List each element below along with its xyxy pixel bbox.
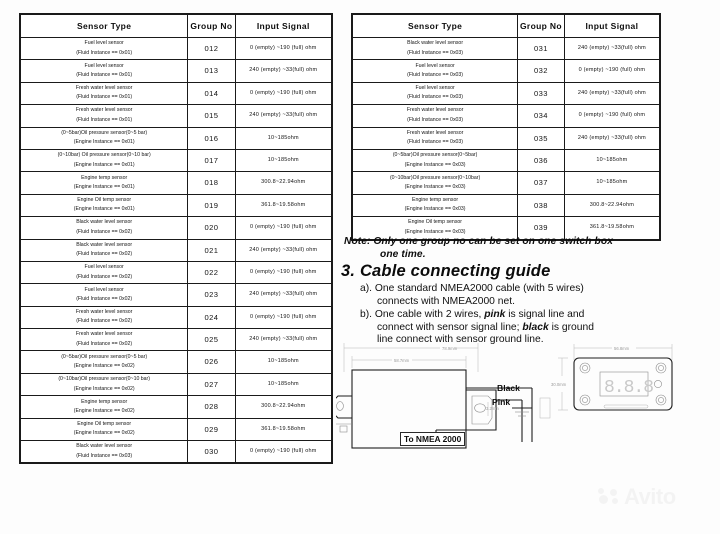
column-header-group-no: Group No: [188, 15, 235, 38]
sensor-type-line-2: (Engine Instance == 0x02): [73, 407, 135, 414]
sensor-type-line-2: (Engine Instance == 0x03): [404, 161, 466, 168]
cell-input-signal: 10~185ohm: [564, 149, 659, 171]
sensor-type-line-1: Fuel level sensor: [84, 40, 124, 47]
cell-group-no: 022: [188, 261, 235, 283]
cell-group-no: 019: [188, 194, 235, 216]
guide-item-a: [360, 283, 680, 308]
cell-input-signal: 300.8~22.94ohm: [564, 194, 659, 216]
display-panel: [551, 344, 672, 410]
sensor-type-line-2: (Fluid Instance == 0x01): [76, 94, 133, 101]
table-row: [21, 418, 332, 440]
cell-input-signal: 240 (empty) ~33(full) ohm: [235, 105, 331, 127]
cell-sensor-type: [21, 149, 188, 171]
table-row: [353, 82, 660, 104]
sensor-type-line-2: (Fluid Instance == 0x03): [76, 452, 133, 459]
sensor-type-line-1: Fuel level sensor: [415, 62, 455, 69]
sensor-type-line-1: Fresh water level sensor: [75, 107, 133, 114]
sensor-type-line-2: (Engine Instance == 0x01): [73, 184, 135, 191]
cell-group-no: 029: [188, 418, 235, 440]
table-row: [21, 194, 332, 216]
sensor-type-line-2: (Fluid Instance == 0x01): [76, 116, 133, 123]
note-block: [344, 236, 684, 261]
cell-sensor-type: [21, 194, 188, 216]
note-line-2: one time.: [380, 248, 426, 260]
table-row: [21, 306, 332, 328]
sensor-symbol: [512, 398, 550, 418]
svg-text:8.8.8: 8.8.8: [604, 378, 654, 398]
cell-sensor-type: [21, 284, 188, 306]
cell-sensor-type: [353, 60, 518, 82]
sensor-type-line-1: Engine temp sensor: [412, 197, 459, 204]
sensor-type-line-2: (Fluid Instance == 0x02): [76, 251, 133, 258]
column-header-input-signal: Input Signal: [235, 15, 331, 38]
label-black-wire: Black: [497, 383, 520, 393]
table-row: [21, 373, 332, 395]
table-row: [21, 149, 332, 171]
cell-input-signal: 240 (empty) ~33(full) ohm: [235, 284, 331, 306]
sensor-type-line-2: (Fluid Instance == 0x03): [407, 49, 464, 56]
sensor-type-line-2: (Fluid Instance == 0x03): [407, 116, 464, 123]
sensor-type-line-2: (Fluid Instance == 0x03): [407, 72, 464, 79]
right-connector-bracket: [466, 390, 499, 430]
sensor-type-line-1: Engine Oil temp sensor: [408, 219, 463, 226]
sensor-type-line-1: Engine Oil temp sensor: [77, 197, 132, 204]
table-row: [21, 284, 332, 306]
diagram-svg: [336, 338, 692, 472]
cell-group-no: 013: [188, 60, 235, 82]
cell-sensor-type: [21, 418, 188, 440]
cell-group-no: 039: [518, 217, 565, 239]
svg-text:58.7mm: 58.7mm: [394, 358, 410, 363]
cell-input-signal: 10~185ohm: [235, 351, 331, 373]
table-row: [353, 149, 660, 171]
status-led: [654, 380, 661, 387]
cell-sensor-type: [21, 105, 188, 127]
cell-group-no: 031: [518, 38, 565, 60]
cell-group-no: 024: [188, 306, 235, 328]
sensor-type-line-2: (Engine Instance == 0x03): [404, 206, 466, 213]
cell-group-no: 025: [188, 329, 235, 351]
sensor-type-line-1: (0~10bar)Oil pressure sensor(0~10bar): [389, 174, 481, 181]
cell-group-no: 023: [188, 284, 235, 306]
table-row: [21, 105, 332, 127]
sensor-type-line-1: Fresh water level sensor: [75, 308, 133, 315]
cell-sensor-type: [21, 38, 188, 60]
section-heading-cable-guide: 3. Cable connecting guide: [341, 262, 551, 280]
table-row: [353, 194, 660, 216]
table-row: [21, 329, 332, 351]
cell-group-no: 017: [188, 149, 235, 171]
cell-input-signal: 10~185ohm: [235, 127, 331, 149]
sensor-type-line-1: Black water level sensor: [76, 241, 133, 248]
cell-sensor-type: [353, 82, 518, 104]
column-header-sensor-type: Sensor Type: [21, 15, 188, 38]
cell-sensor-type: [21, 351, 188, 373]
sensor-type-line-1: Fuel level sensor: [84, 62, 124, 69]
table-row: [21, 396, 332, 418]
sensor-type-line-2: (Fluid Instance == 0x03): [407, 139, 464, 146]
seven-segment-digits: [604, 378, 653, 398]
cell-sensor-type: [21, 127, 188, 149]
cell-input-signal: 240 (empty) ~33(full) ohm: [564, 82, 659, 104]
cell-group-no: 034: [518, 105, 565, 127]
table-row: [21, 441, 332, 463]
sensor-type-line-2: (Engine Instance == 0x02): [73, 385, 135, 392]
sensor-type-line-2: (Fluid Instance == 0x02): [76, 273, 133, 280]
cell-group-no: 038: [518, 194, 565, 216]
cell-group-no: 027: [188, 373, 235, 395]
cell-sensor-type: [21, 441, 188, 463]
cell-group-no: 015: [188, 105, 235, 127]
cell-sensor-type: [21, 396, 188, 418]
sensor-group-table-right: [352, 14, 660, 240]
table-row: [21, 239, 332, 261]
sensor-type-line-1: (0~5bar)Oil pressure sensor(0~5 bar): [61, 129, 148, 136]
cell-input-signal: 10~185ohm: [235, 373, 331, 395]
cell-sensor-type: [21, 239, 188, 261]
cell-input-signal: 361.8~19.58ohm: [235, 194, 331, 216]
watermark-text: Avito: [624, 484, 676, 509]
guide-item-b-line3: line connect with sensor ground line.: [377, 334, 544, 346]
cell-input-signal: 240 (empty) ~33(full) ohm: [235, 60, 331, 82]
guide-item-b-line2-post: is ground: [548, 321, 594, 333]
cell-input-signal: 300.8~22.94ohm: [235, 396, 331, 418]
sensor-type-line-2: (Engine Instance == 0x01): [73, 206, 135, 213]
cell-sensor-type: [353, 172, 518, 194]
column-header-group-no: Group No: [518, 15, 565, 38]
cell-input-signal: 0 (empty) ~190 (full) ohm: [235, 82, 331, 104]
dimension-overall: [344, 343, 478, 372]
cell-sensor-type: [21, 217, 188, 239]
cell-sensor-type: [21, 329, 188, 351]
cell-sensor-type: [353, 105, 518, 127]
table-row: [353, 105, 660, 127]
table-body-right: [353, 38, 660, 240]
cell-group-no: 037: [518, 172, 565, 194]
guide-emphasis-black: black: [522, 321, 549, 333]
table-header-row: [353, 15, 660, 38]
table-row: [21, 60, 332, 82]
sensor-group-table-left: [20, 14, 332, 463]
cell-input-signal: 361.8~19.58ohm: [564, 217, 659, 239]
avito-logo-icon: [598, 488, 620, 506]
sensor-type-line-1: (0~10bar) Oil pressure sensor(0~10 bar): [57, 152, 151, 159]
sensor-type-line-2: (Fluid Instance == 0x02): [76, 318, 133, 325]
sensor-type-line-1: Fresh water level sensor: [406, 107, 464, 114]
sensor-type-line-2: (Engine Instance == 0x03): [404, 228, 466, 235]
sensor-type-line-1: (0~5bar)Oil pressure sensor(0~5bar): [392, 152, 478, 159]
cell-group-no: 016: [188, 127, 235, 149]
cell-input-signal: 240 (empty) ~33(full) ohm: [235, 239, 331, 261]
sensor-type-line-1: Fresh water level sensor: [75, 331, 133, 338]
dimension-body: [352, 356, 466, 368]
cell-group-no: 018: [188, 172, 235, 194]
table-row: [21, 172, 332, 194]
cable-connection-diagram: [336, 338, 692, 472]
sensor-type-line-2: (Engine Instance == 0x01): [73, 139, 135, 146]
sensor-type-line-1: Fresh water level sensor: [406, 129, 464, 136]
table-row: [21, 217, 332, 239]
cell-group-no: 030: [188, 441, 235, 463]
guide-item-a-line1: a). One standard NMEA2000 cable (with 5 wires): [360, 283, 584, 294]
cell-sensor-type: [353, 194, 518, 216]
sensor-type-line-1: (0~5bar)Oil pressure sensor(0~5 bar): [61, 353, 148, 360]
cell-input-signal: 0 (empty) ~190 (full) ohm: [235, 306, 331, 328]
table-row: [353, 172, 660, 194]
sensor-type-line-2: (Fluid Instance == 0x01): [76, 72, 133, 79]
sensor-type-line-1: Engine temp sensor: [81, 174, 128, 181]
cell-group-no: 035: [518, 127, 565, 149]
cell-sensor-type: [21, 306, 188, 328]
table-header-left: [21, 15, 332, 38]
table-row: [353, 127, 660, 149]
cell-group-no: 033: [518, 82, 565, 104]
cell-group-no: 021: [188, 239, 235, 261]
svg-text:78.9mm: 78.9mm: [442, 346, 458, 351]
cell-input-signal: 240 (empty) ~33(full) ohm: [564, 127, 659, 149]
cell-input-signal: 0 (empty) ~190 (full) ohm: [564, 105, 659, 127]
cell-sensor-type: [353, 127, 518, 149]
cell-input-signal: 0 (empty) ~190 (full) ohm: [564, 60, 659, 82]
cell-sensor-type: [353, 38, 518, 60]
cell-sensor-type: [21, 60, 188, 82]
table-row: [353, 38, 660, 60]
sensor-type-line-1: Engine Oil temp sensor: [77, 420, 132, 427]
sensor-type-line-2: (Fluid Instance == 0x01): [76, 49, 133, 56]
panel-rib: [604, 405, 648, 408]
cell-input-signal: 300.8~22.94ohm: [235, 172, 331, 194]
column-header-sensor-type: Sensor Type: [353, 15, 518, 38]
cell-group-no: 014: [188, 82, 235, 104]
sensor-type-line-2: (Fluid Instance == 0x02): [76, 340, 133, 347]
sensor-type-line-1: Black water level sensor: [76, 219, 133, 226]
sensor-type-line-1: Fuel level sensor: [415, 85, 455, 92]
sensor-type-line-2: (Engine Instance == 0x03): [404, 184, 466, 191]
cell-input-signal: 361.8~19.58ohm: [235, 418, 331, 440]
table-row: [21, 38, 332, 60]
sensor-type-line-1: Engine temp sensor: [81, 398, 128, 405]
label-to-nmea2000: To NMEA 2000: [400, 432, 465, 446]
cell-input-signal: 240 (empty) ~33(full) ohm: [564, 38, 659, 60]
guide-emphasis-pink: pink: [484, 309, 506, 321]
svg-text:56.8mm: 56.8mm: [614, 346, 630, 351]
table-row: [21, 351, 332, 373]
sensor-type-line-1: (0~10bar)Oil pressure sensor(0~10 bar): [58, 376, 151, 383]
cell-input-signal: 0 (empty) ~190 (full) ohm: [235, 38, 331, 60]
sensor-type-line-2: (Fluid Instance == 0x02): [76, 295, 133, 302]
guide-item-b-mid: is signal line and: [505, 309, 585, 321]
table-row: [353, 60, 660, 82]
cell-sensor-type: [21, 82, 188, 104]
sensor-type-line-1: Fuel level sensor: [84, 286, 124, 293]
guide-item-a-line2: connects with NMEA2000 net.: [377, 295, 515, 307]
cell-group-no: 028: [188, 396, 235, 418]
sensor-type-line-1: Fresh water level sensor: [75, 85, 133, 92]
svg-text:3.2mm: 3.2mm: [486, 406, 499, 411]
svg-text:30.0mm: 30.0mm: [551, 382, 567, 387]
sensor-type-line-1: Fuel level sensor: [84, 264, 124, 271]
sensor-type-line-2: (Engine Instance == 0x01): [73, 161, 135, 168]
table-row: [21, 127, 332, 149]
guide-item-b-line2: [360, 322, 680, 335]
cell-input-signal: 0 (empty) ~190 (full) ohm: [235, 217, 331, 239]
cell-sensor-type: [21, 172, 188, 194]
column-header-input-signal: Input Signal: [564, 15, 659, 38]
sensor-type-line-2: (Engine Instance == 0x02): [73, 363, 135, 370]
table-row: [21, 82, 332, 104]
cell-sensor-type: [21, 373, 188, 395]
sensor-type-line-1: Black water level sensor: [76, 443, 133, 450]
cell-input-signal: 0 (empty) ~190 (full) ohm: [235, 261, 331, 283]
avito-watermark: [598, 486, 676, 508]
table-header-row: [21, 15, 332, 38]
table-header-right: [353, 15, 660, 38]
table-row: [21, 261, 332, 283]
cell-sensor-type: [21, 261, 188, 283]
cell-group-no: 036: [518, 149, 565, 171]
sensor-type-line-2: (Fluid Instance == 0x02): [76, 228, 133, 235]
sensor-type-line-1: Black water level sensor: [407, 40, 464, 47]
table-body-left: [21, 38, 332, 463]
cell-group-no: 012: [188, 38, 235, 60]
guide-item-b-line2-pre: connect with sensor signal line;: [377, 321, 523, 333]
cell-group-no: 020: [188, 217, 235, 239]
cell-input-signal: 10~185ohm: [564, 172, 659, 194]
sensor-type-line-2: (Engine Instance == 0x02): [73, 430, 135, 437]
cell-input-signal: 240 (empty) ~33(full) ohm: [235, 329, 331, 351]
guide-item-b-prefix: b). One cable with 2 wires,: [360, 309, 485, 321]
cell-sensor-type: [353, 149, 518, 171]
left-mounting-flange: [336, 396, 352, 432]
label-pink-wire: Pink: [492, 397, 511, 407]
cell-group-no: 032: [518, 60, 565, 82]
cell-group-no: 026: [188, 351, 235, 373]
cell-input-signal: 0 (empty) ~190 (full) ohm: [235, 441, 331, 463]
note-line-1: Note: Only one group no can be set on one switch box: [344, 236, 613, 247]
sensor-type-line-2: (Fluid Instance == 0x03): [407, 94, 464, 101]
cell-input-signal: 10~185ohm: [235, 149, 331, 171]
